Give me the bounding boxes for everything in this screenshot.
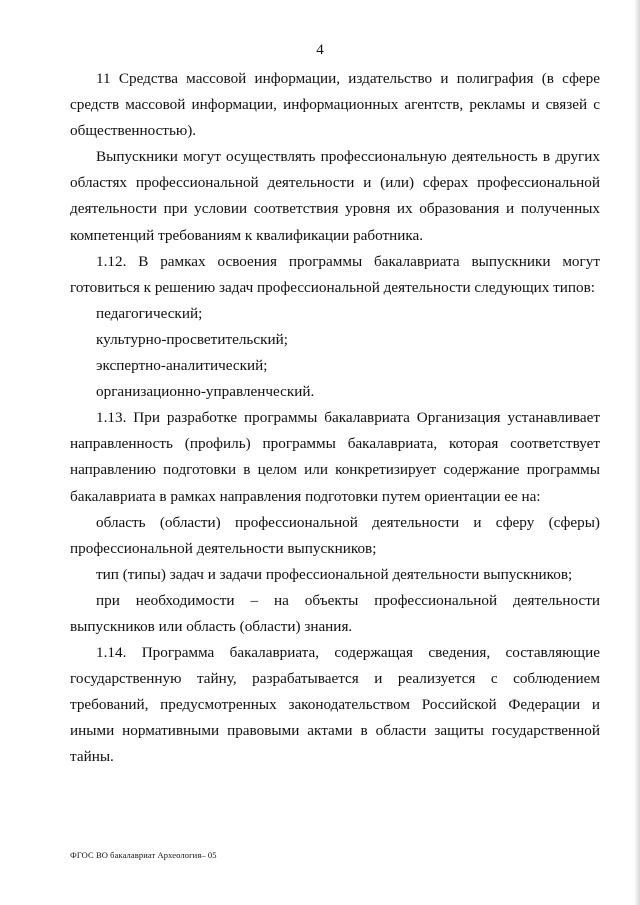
list-item-expert: экспертно-аналитический; [96,357,268,375]
paragraph-1-13: 1.13. При разработке программы бакалавриата Организация устанавливает направленность (профиль) программы бакалавриата, которая соответствует направлению подготовки в целом или конкретизирует содержание программы бакалавриата в рамках направления подготовки путем ориентации ее на: [70,409,600,505]
paragraph-task-types: тип (типы) задач и задачи профессиональной деятельности выпускников; [96,565,573,583]
paragraph-objects: при необходимости – на объекты профессиональной деятельности выпускников или область (области) знания. [70,591,600,635]
document-body [70,66,600,771]
paragraph-activity-area: область (области) профессиональной деятельности и сферу (сферы) профессиональной деятельности выпускников; [70,513,600,557]
paragraph-media-field: 11 Средства массовой информации, издательство и полиграфия (в сфере средств массовой информации, информационных агентств, рекламы и связей с общественностью). [70,70,600,140]
paragraph-1-12: 1.12. В рамках освоения программы бакалавриата выпускники могут готовиться к решению задач профессиональной деятельности следующих типов: [70,252,600,296]
page-number: 4 [316,42,324,58]
list-item-cultural: культурно-просветительский; [96,330,288,348]
list-item-pedagogical: педагогический; [96,304,203,322]
page-edge-shadow [634,0,640,905]
paragraph-other-fields: Выпускники могут осуществлять профессиональную деятельность в других областях профессиональной деятельности и (или) сферах профессиональной деятельности при условии соответствия уровня их образования и полученных компетенций требованиям к квалификации работника. [70,148,600,244]
paragraph-1-14: 1.14. Программа бакалавриата, содержащая сведения, составляющие государственную тайну, разрабатывается и реализуется с соблюдением требований, предусмотренных законодательством Российской Федерации и иными нормативными правовыми актами в области защиты государственной тайны. [70,644,600,766]
page-footer: ФГОС ВО бакалавриат Археология– 05 [70,850,217,860]
list-item-managerial: организационно-управленческий. [96,383,315,401]
